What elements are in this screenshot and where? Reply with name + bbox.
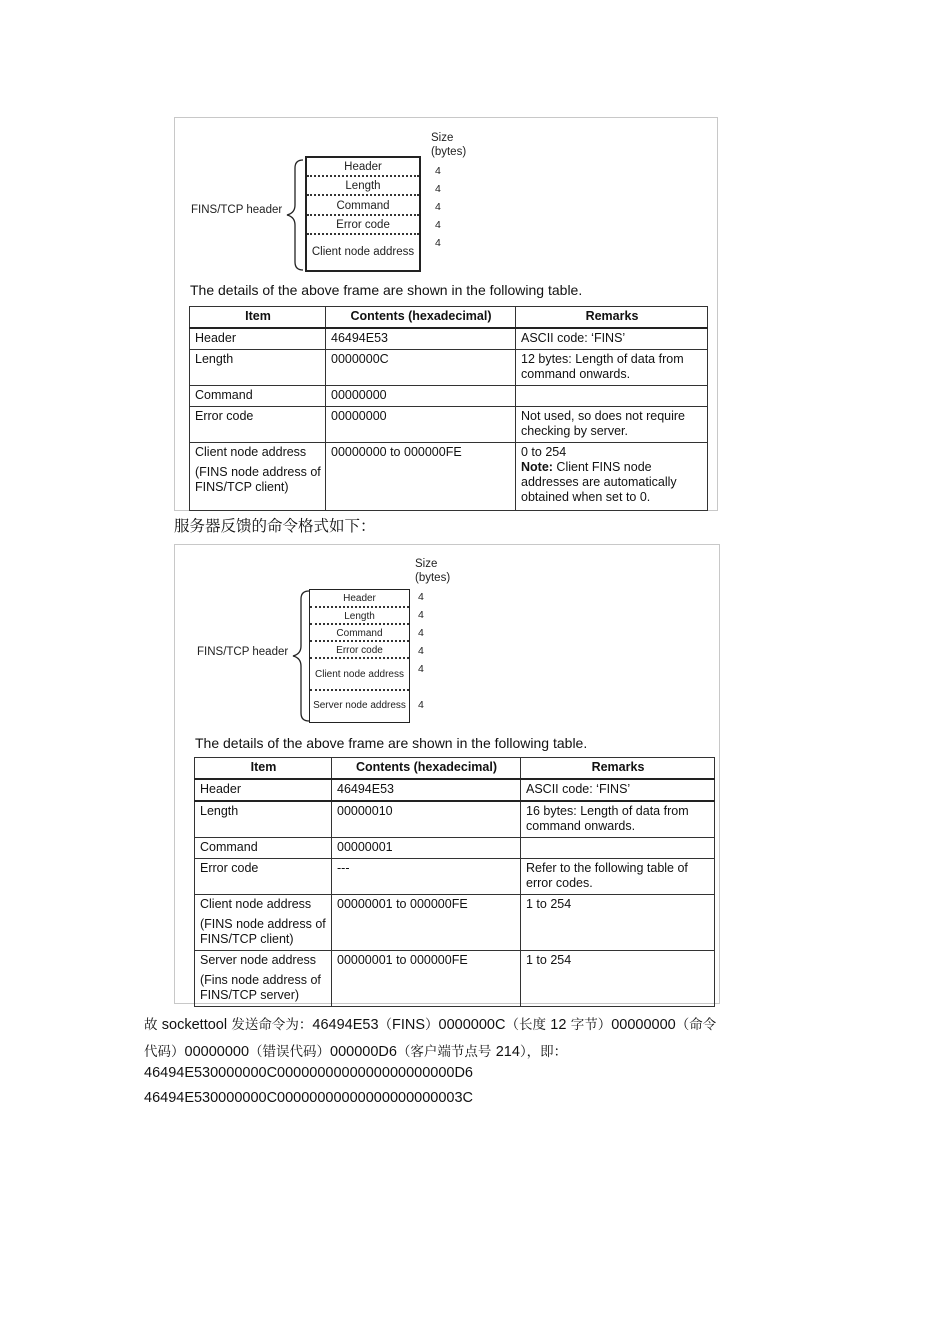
table-row: [195, 838, 715, 859]
column-header: Item: [195, 758, 332, 780]
command-hex-2: 46494E530000000C00000000000000000000003C: [144, 1090, 473, 1106]
item-cell: Header: [195, 779, 332, 801]
contents-cell: 00000000: [326, 386, 516, 407]
byte-size: 4: [435, 183, 441, 195]
item-cell: Length: [190, 350, 326, 386]
contents-cell: 0000000C: [326, 350, 516, 386]
remarks-cell: [521, 838, 715, 859]
frame-field: Header: [310, 590, 409, 608]
item-subtitle: (Fins node address of FINS/TCP server): [200, 973, 321, 1002]
remarks-note: [521, 460, 703, 505]
text-fragment: 00000000: [611, 1017, 676, 1033]
note-text: Client FINS node addresses are automatically obtained when set to 0.: [521, 460, 677, 504]
text-fragment: （: [378, 1017, 393, 1033]
frame-field: Client node address: [310, 659, 409, 691]
size-label-line: Size: [431, 132, 454, 144]
byte-size: 4: [418, 609, 424, 621]
contents-cell: ---: [332, 859, 521, 895]
item-cell: [190, 443, 326, 511]
item-cell: [195, 951, 332, 1007]
text-fragment: 代码）: [144, 1044, 185, 1060]
frame-field: Server node address: [313, 700, 406, 711]
text-fragment: （错误代码）: [249, 1044, 331, 1060]
contents-cell: 00000000: [326, 407, 516, 443]
byte-size: 4: [435, 165, 441, 177]
item-cell: Command: [195, 838, 332, 859]
command-hex-1: 46494E530000000C0000000000000000000000D6: [144, 1065, 473, 1081]
size-label-unit: (bytes): [431, 146, 467, 158]
frame-diagram: [305, 156, 421, 272]
item-cell: Length: [195, 801, 332, 838]
remarks-cell: Refer to the following table of error codes.: [521, 859, 715, 895]
text-fragment: ），即：: [519, 1044, 568, 1060]
command-description-line-1: [144, 1013, 716, 1033]
size-label-line: Size: [415, 558, 438, 570]
byte-size: 4: [418, 663, 424, 675]
table-row: [190, 443, 708, 511]
remarks-cell: 1 to 254: [521, 951, 715, 1007]
table-row: [190, 350, 708, 386]
byte-size: 4: [435, 201, 441, 213]
remarks-cell: ASCII code: ‘FINS’: [521, 779, 715, 801]
frame-field: Client node address: [311, 246, 415, 258]
text-fragment: ）: [425, 1017, 439, 1033]
contents-cell: 00000000 to 000000FE: [326, 443, 516, 511]
item-name: Client node address: [200, 897, 312, 911]
table-header-row: [195, 758, 715, 780]
text-fragment: 00000000: [184, 1044, 250, 1060]
contents-cell: 46494E53: [332, 779, 521, 801]
text-fragment: 发送命令为：: [227, 1017, 313, 1033]
byte-size: 4: [418, 645, 424, 657]
text-fragment: （命令: [675, 1017, 717, 1033]
remarks-cell: Not used, so does not require checking by server.: [516, 407, 708, 443]
text-fragment: 故: [144, 1017, 162, 1033]
remarks-cell: 1 to 254: [521, 895, 715, 951]
contents-cell: 00000010: [332, 801, 521, 838]
brace-icon: [283, 158, 305, 272]
text-fragment: （长度: [505, 1017, 551, 1033]
size-label: [431, 131, 466, 159]
figure-client-frame: [174, 117, 718, 511]
table-row: [195, 895, 715, 951]
frame-field: Command: [307, 196, 419, 216]
fins-tcp-header-label: FINS/TCP header: [191, 204, 283, 216]
text-fragment: 字节）: [566, 1017, 612, 1033]
text-fragment: 46494E53: [312, 1017, 379, 1033]
frame-field: Length: [310, 608, 409, 625]
byte-size: 4: [435, 219, 441, 231]
frame-field: Error code: [307, 216, 419, 235]
fins-tcp-header-label: FINS/TCP header: [197, 646, 289, 658]
frame-diagram: [309, 589, 410, 723]
table-row: [195, 779, 715, 801]
frame-field: Command: [310, 625, 409, 642]
item-cell: [195, 895, 332, 951]
table-caption: The details of the above frame are shown in the following table.: [195, 735, 588, 751]
table-row: [195, 801, 715, 838]
item-cell: Error code: [195, 859, 332, 895]
column-header: Contents (hexadecimal): [332, 758, 521, 780]
table-row: [190, 386, 708, 407]
item-cell: Header: [190, 328, 326, 350]
item-subtitle: (FINS node address of FINS/TCP client): [200, 917, 326, 946]
table-row: [190, 407, 708, 443]
table-row: [195, 951, 715, 1007]
text-fragment: 000000D6: [330, 1044, 397, 1060]
brace-icon: [289, 589, 311, 723]
text-fragment: 0000000C: [438, 1017, 506, 1033]
contents-cell: 46494E53: [326, 328, 516, 350]
column-header: Item: [190, 307, 326, 329]
remarks-range: 0 to 254: [521, 445, 567, 459]
column-header: Remarks: [516, 307, 708, 329]
item-cell: Error code: [190, 407, 326, 443]
table-row: [195, 859, 715, 895]
note-label: Note:: [521, 460, 553, 474]
server-response-caption: 服务器反馈的命令格式如下：: [174, 517, 376, 535]
contents-cell: 00000001: [332, 838, 521, 859]
remarks-cell: [516, 443, 708, 511]
item-subtitle: (FINS node address of FINS/TCP client): [195, 465, 321, 494]
frame-field: Length: [307, 177, 419, 196]
text-fragment: 12: [550, 1017, 567, 1033]
byte-size: 4: [435, 237, 441, 249]
table-row: [190, 328, 708, 350]
command-description-line-2: [144, 1040, 567, 1060]
table-header-row: [190, 307, 708, 329]
remarks-cell: 16 bytes: Length of data from command onwards.: [521, 801, 715, 838]
item-name: Server node address: [200, 953, 317, 967]
contents-cell: 00000001 to 000000FE: [332, 895, 521, 951]
text-fragment: sockettool: [161, 1017, 228, 1033]
frame-field: Header: [307, 158, 419, 177]
frame-detail-table: [194, 757, 715, 1007]
size-label: [415, 557, 450, 585]
table-caption: The details of the above frame are shown in the following table.: [190, 282, 583, 298]
column-header: Remarks: [521, 758, 715, 780]
byte-size: 4: [418, 591, 424, 603]
contents-cell: 00000001 to 000000FE: [332, 951, 521, 1007]
item-cell: Command: [190, 386, 326, 407]
remarks-cell: ASCII code: ‘FINS’: [516, 328, 708, 350]
byte-size: 4: [418, 699, 424, 711]
frame-detail-table: [189, 306, 708, 511]
remarks-cell: 12 bytes: Length of data from command onwards.: [516, 350, 708, 386]
figure-server-frame: [174, 544, 720, 1004]
item-name: Client node address: [195, 445, 307, 459]
text-fragment: FINS: [392, 1017, 426, 1033]
text-fragment: （客户端节点号: [396, 1044, 496, 1060]
text-fragment: 214: [495, 1044, 520, 1060]
size-label-unit: (bytes): [415, 572, 451, 584]
remarks-cell: [516, 386, 708, 407]
frame-field: Error code: [310, 642, 409, 659]
column-header: Contents (hexadecimal): [326, 307, 516, 329]
byte-size: 4: [418, 627, 424, 639]
